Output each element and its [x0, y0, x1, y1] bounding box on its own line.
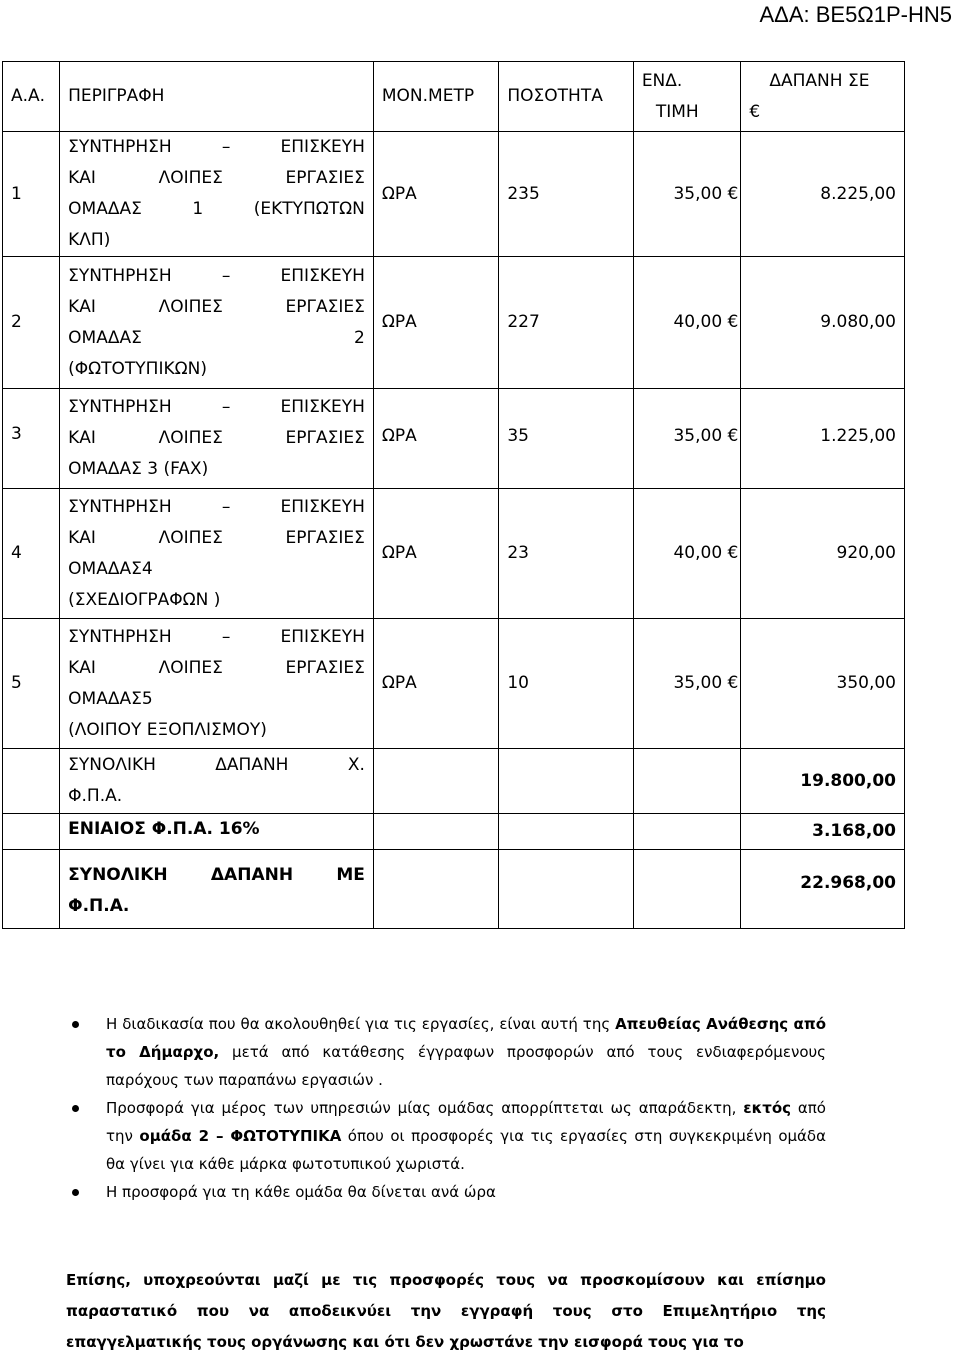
desc-line: ΟΜΑΔΑΣ 1 (ΕΚΤΥΠΩΤΩΝ: [68, 199, 365, 219]
notes-list: [106, 1010, 826, 1206]
desc-line: ΚΑΙ ΛΟΙΠΕΣ ΕΡΓΑΣΙΕΣ: [68, 527, 365, 548]
total-no-vat-label: [60, 749, 374, 814]
row-aa: 2: [3, 257, 60, 389]
total-with-vat-label-line1: ΣΥΝΟΛΙΚΗ ΔΑΠΑΝΗ ΜΕ: [68, 865, 365, 885]
desc-line: ΚΑΙ ΛΟΙΠΕΣ ΕΡΓΑΣΙΕΣ: [68, 657, 365, 678]
desc-line: ΣΥΝΤΗΡΗΣΗ – ΕΠΙΣΚΕΥΗ: [68, 265, 365, 286]
total-no-vat-label-line1: ΣΥΝΟΛΙΚΗ ΔΑΠΑΝΗ Χ.: [68, 755, 365, 775]
ada-code: ΑΔΑ: ΒΕ5Ω1Ρ-ΗΝ5: [759, 2, 952, 27]
header-quantity: ΠΟΣΟΤΗΤΑ: [499, 62, 633, 132]
row-cost: 9.080,00: [741, 257, 905, 389]
table-row: [3, 619, 905, 749]
total-with-vat-label-line2: Φ.Π.Α.: [68, 896, 130, 916]
header-cost: [741, 62, 905, 132]
row-aa: 3: [3, 389, 60, 489]
desc-line: ΟΜΑΔΑΣ5: [68, 688, 153, 709]
row-description: [60, 132, 374, 257]
row-unit: ΩΡΑ: [373, 619, 498, 749]
row-description: [60, 389, 374, 489]
row-price: 40,00 €: [633, 489, 741, 619]
total-no-vat-label-line2: Φ.Π.Α.: [68, 786, 123, 806]
header-description: ΠΕΡΙΓΡΑΦΗ: [60, 62, 374, 132]
desc-line: (ΦΩΤΟΤΥΠΙΚΩΝ): [68, 358, 207, 379]
desc-line: ΟΜΑΔΑΣ4: [68, 558, 153, 579]
row-description: [60, 489, 374, 619]
header-unit-price: [633, 62, 741, 132]
desc-line: ΚΑΙ ΛΟΙΠΕΣ ΕΡΓΑΣΙΕΣ: [68, 168, 365, 188]
desc-line: ΚΛΠ): [68, 230, 111, 250]
total-no-vat-value: 19.800,00: [741, 749, 905, 814]
row-price: 35,00 €: [633, 389, 741, 489]
desc-line: ΚΑΙ ΛΟΙΠΕΣ ΕΡΓΑΣΙΕΣ: [68, 296, 365, 317]
header-aa: Α.Α.: [3, 62, 60, 132]
row-price: 35,00 €: [633, 619, 741, 749]
row-unit: ΩΡΑ: [373, 257, 498, 389]
desc-line: ΚΑΙ ΛΟΙΠΕΣ ΕΡΓΑΣΙΕΣ: [68, 428, 365, 448]
header-unit: ΜΟΝ.ΜΕΤΡ: [373, 62, 498, 132]
row-unit: ΩΡΑ: [373, 132, 498, 257]
total-no-vat-row: [3, 749, 905, 814]
note-item: Η προσφορά για τη κάθε ομάδα θα δίνεται ανά ώρα: [106, 1178, 826, 1206]
cost-table: [2, 61, 905, 929]
row-price: 35,00 €: [633, 132, 741, 257]
row-cost: 8.225,00: [741, 132, 905, 257]
desc-line: ΣΥΝΤΗΡΗΣΗ – ΕΠΙΣΚΕΥΗ: [68, 496, 365, 517]
row-unit: ΩΡΑ: [373, 389, 498, 489]
row-aa: 4: [3, 489, 60, 619]
desc-line: (ΣΧΕΔΙΟΓΡΑΦΩΝ ): [68, 589, 221, 610]
desc-line: ΣΥΝΤΗΡΗΣΗ – ΕΠΙΣΚΕΥΗ: [68, 626, 365, 647]
row-cost: 350,00: [741, 619, 905, 749]
vat-label: ΕΝΙΑΙΟΣ Φ.Π.Α. 16%: [60, 814, 374, 850]
vat-value: 3.168,00: [741, 814, 905, 850]
row-description: [60, 257, 374, 389]
closing-paragraph: Επίσης, υποχρεούνται μαζί με τις προσφορές τους να προσκομίσουν και επίσημο παραστατικό που να αποδεικνύει την εγγραφή τους στο Επιμελητήριο της επαγγελματικής τους οργάνωσης και ότι δεν χρωστάνε την εισφορά τους για το: [66, 1271, 826, 1351]
header-cost-line1: ΔΑΠΑΝΗ ΣΕ: [769, 70, 870, 91]
row-cost: 1.225,00: [741, 389, 905, 489]
total-with-vat-label: [60, 850, 374, 929]
row-quantity: 227: [499, 257, 633, 389]
header-unit-price-line1: ΕΝΔ.: [641, 70, 683, 91]
vat-row: [3, 814, 905, 850]
row-description: [60, 619, 374, 749]
total-with-vat-value: 22.968,00: [741, 850, 905, 929]
row-aa: 1: [3, 132, 60, 257]
desc-line: ΣΥΝΤΗΡΗΣΗ – ΕΠΙΣΚΕΥΗ: [68, 397, 365, 417]
total-with-vat-row: [3, 850, 905, 929]
row-cost: 920,00: [741, 489, 905, 619]
row-quantity: 10: [499, 619, 633, 749]
row-unit: ΩΡΑ: [373, 489, 498, 619]
desc-line: (ΛΟΙΠΟΥ ΕΞΟΠΛΙΣΜΟΥ): [68, 719, 267, 740]
row-aa: 5: [3, 619, 60, 749]
desc-line: ΟΜΑΔΑΣ 2: [68, 327, 365, 348]
note-item: Η διαδικασία που θα ακολουθηθεί για τις εργασίες, είναι αυτή της Απευθείας Ανάθεσης από το Δήμαρχο, μετά από κατάθεσης έγγραφων προσφορών από τους ενδιαφερόμενους παρόχους των παραπάνω εργασιών .: [106, 1010, 826, 1094]
table-row: [3, 389, 905, 489]
desc-line: ΣΥΝΤΗΡΗΣΗ – ΕΠΙΣΚΕΥΗ: [68, 137, 365, 157]
row-price: 40,00 €: [633, 257, 741, 389]
header-cost-line2: €: [749, 101, 761, 122]
table-row: [3, 257, 905, 389]
row-quantity: 23: [499, 489, 633, 619]
table-header-row: [3, 62, 905, 132]
row-quantity: 235: [499, 132, 633, 257]
header-unit-price-line2: ΤΙΜΗ: [655, 101, 699, 122]
row-quantity: 35: [499, 389, 633, 489]
note-item: Προσφορά για μέρος των υπηρεσιών μίας ομάδας απορρίπτεται ως απαράδεκτη, εκτός από την ομάδα 2 – ΦΩΤΟΤΥΠΙΚΑ όπου οι προσφορές για τις εργασίες στη συγκεκριμένη ομάδα θα γίνει για κάθε μάρκα φωτοτυπικού χωριστά.: [106, 1094, 826, 1178]
desc-line: ΟΜΑΔΑΣ 3 (FAX): [68, 459, 209, 479]
table-row: [3, 489, 905, 619]
table-row: [3, 132, 905, 257]
